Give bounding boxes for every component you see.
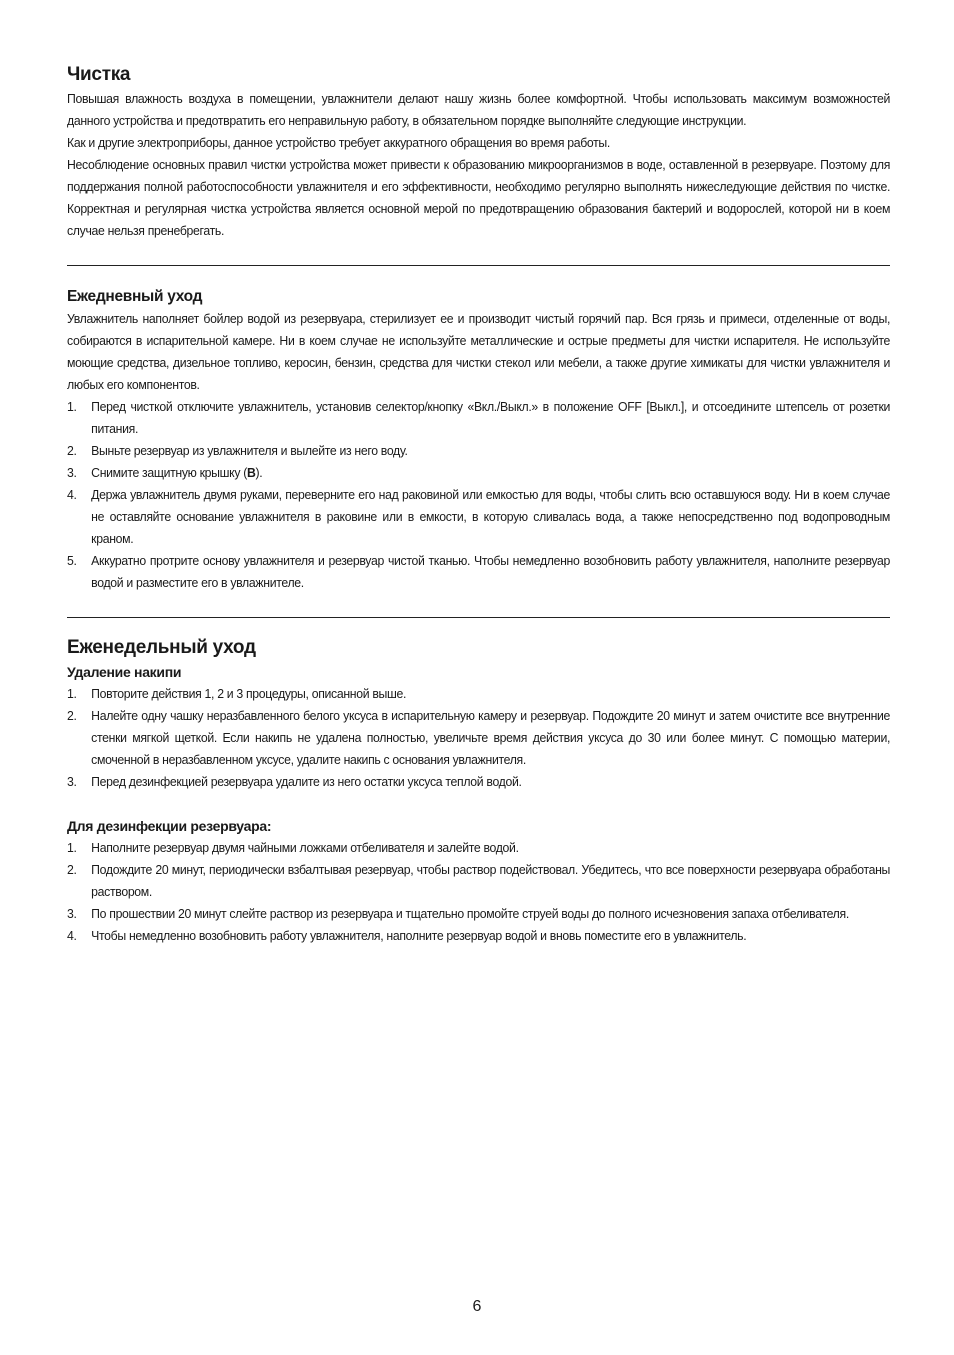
cleaning-paragraph-1: Повышая влажность воздуха в помещении, увлажнители делают нашу жизнь более комфортной. Чтобы использовать максимум возможностей данного устройства и предотвратить его неправильную работу, в обязательном порядке выполняйте следующие инструкции. bbox=[67, 91, 891, 128]
cleaning-paragraph-2: Как и другие электроприборы, данное устройство требует аккуратного обращения во время работы. bbox=[67, 135, 611, 150]
document-page bbox=[67, 62, 890, 947]
list-item: 3. По прошествии 20 минут слейте раствор из резервуара и тщательно промойте струей воды до полного исчезновения запаха отбеливателя. bbox=[67, 906, 849, 921]
page-number: 6 bbox=[472, 1298, 482, 1315]
list-item: 2. Выньте резервуар из увлажнителя и вылейте из него воду. bbox=[67, 443, 408, 458]
daily-care-intro: Увлажнитель наполняет бойлер водой из резервуара, стерилизует ее и производит чистый горячий пар. Вся грязь и примеси, отделенные от воды, собираются в испарительной камере. Ни в коем случае не используйте металлические и острые предметы для чистки испарителя. Не используйте моющие средства, дизельное топливо, керосин, бензин, средства для чистки стекол или мебели, а также другие химикаты для чистки увлажнителя и любых его компонентов. bbox=[67, 311, 891, 392]
list-item: 2. Подождите 20 минут, периодически взбалтывая резервуар, чтобы раствор подействовал. Убедитесь, что все поверхности резервуара обработаны раствором. bbox=[67, 862, 891, 899]
disinfect-title: Для дезинфекции резервуара: bbox=[67, 818, 272, 834]
weekly-care-title: Еженедельный уход bbox=[67, 637, 256, 658]
descale-steps bbox=[67, 683, 890, 793]
descale-title: Удаление накипи bbox=[67, 664, 182, 680]
list-item: 4. Держа увлажнитель двумя руками, переверните его над раковиной или емкостью для воды, чтобы слить всю оставшуюся воду. Ни в коем случае не оставляйте основание увлажнителя в раковине или в емкости, в которую сливалась вода, а также непосредственно под водопроводным краном. bbox=[67, 487, 891, 546]
section-divider bbox=[67, 265, 890, 266]
cleaning-paragraph-3: Несоблюдение основных правил чистки устройства может привести к образованию микроорганизмов в воде, оставленной в резервуаре. Поэтому для поддержания полной работоспособности увлажнителя и его эффективности, необходимо регулярно выполнять нижеследующие действия по чистке. Корректная и регулярная чистка устройства является основной мерой по предотвращению образования бактерий и водорослей, которой ни в коем случае нельзя пренебрегать. bbox=[67, 157, 891, 238]
cover-label: B bbox=[246, 465, 256, 480]
disinfect-steps bbox=[67, 837, 890, 947]
list-item: 3. Снимите защитную крышку (B). bbox=[67, 465, 263, 480]
list-item: 1. Наполните резервуар двумя чайными ложками отбеливателя и залейте водой. bbox=[67, 840, 519, 855]
cleaning-title: Чистка bbox=[67, 64, 131, 85]
daily-care-steps bbox=[67, 396, 890, 594]
list-item: 3. Перед дезинфекцией резервуара удалите из него остатки уксуса теплой водой. bbox=[67, 774, 522, 789]
list-item: 1. Перед чисткой отключите увлажнитель, установив селектор/кнопку «Вкл./Выкл.» в положение OFF [Выкл.], и отсоедините штепсель от розетки питания. bbox=[67, 399, 891, 436]
list-item: 4. Чтобы немедленно возобновить работу увлажнителя, наполните резервуар водой и вновь поместите его в увлажнитель. bbox=[67, 928, 747, 943]
cleaning-section bbox=[67, 62, 890, 242]
daily-care-section bbox=[67, 286, 890, 594]
list-item: 2. Налейте одну чашку неразбавленного белого уксуса в испарительную камеру и резервуар. Подождите 20 минут и затем очистите все внутренние стенки мягкой щеткой. Если накипь не удалена полностью, увеличьте время действия уксуса до 30 или более минут. С помощью материи, смоченной в неразбавленном уксусе, удалите накипь с основания увлажнителя. bbox=[67, 708, 891, 767]
list-item: 5. Аккуратно протрите основу увлажнителя и резервуар чистой тканью. Чтобы немедленно возобновить работу увлажнителя, наполните резервуар водой и разместите его в увлажнителе. bbox=[67, 553, 891, 590]
daily-care-title: Ежедневный уход bbox=[67, 288, 203, 305]
weekly-care-section bbox=[67, 635, 890, 947]
section-divider bbox=[67, 617, 890, 618]
list-item: 1. Повторите действия 1, 2 и 3 процедуры, описанной выше. bbox=[67, 686, 407, 701]
